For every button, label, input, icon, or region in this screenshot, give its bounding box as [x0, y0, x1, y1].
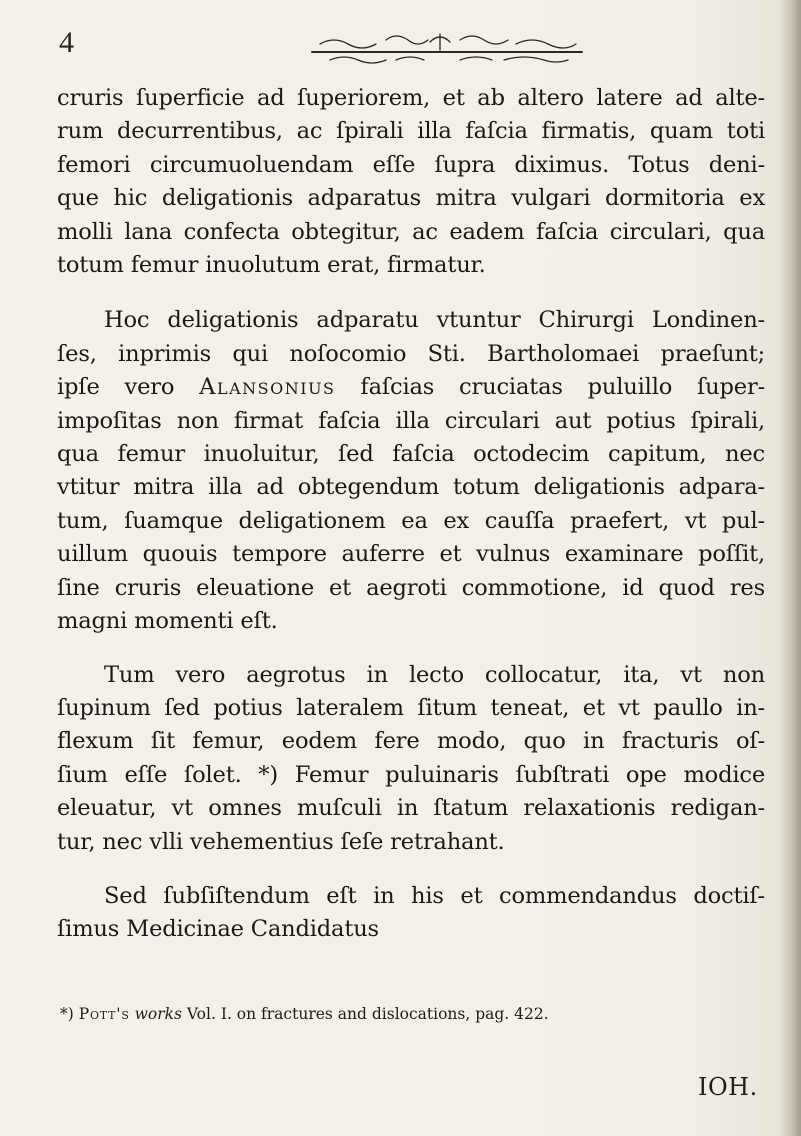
text-line: ſium eſſe ſolet. *) Femur puluinaris ſubſtrati ope modice — [57, 761, 765, 788]
footnote-author: Pott's — [78, 1005, 130, 1023]
text-line: ſimus Medicinae Candidatus — [57, 916, 379, 943]
text-line: eleuatur, vt omnes muſculi in ſtatum relaxationis redigan- — [57, 795, 765, 822]
footnote-reference: Vol. I. on fractures and dislocations, pag. 422. — [186, 1005, 549, 1023]
text-line: cruris ſuperficie ad ſuperiorem, et ab altero latere ad alte- — [57, 85, 765, 111]
page-number: 4 — [59, 26, 74, 59]
text-line: totum femur inuolutum erat, firmatur. — [57, 252, 486, 279]
text-line: Sed ſubſiſtendum eſt in his et commendandus doctiſ- — [104, 882, 765, 909]
catchword: IOH. — [698, 1073, 758, 1101]
footnote — [60, 1005, 549, 1023]
text-line: molli lana confecta obtegitur, ac eadem faſcia circulari, qua — [57, 218, 765, 245]
paragraph — [57, 82, 765, 282]
text-line: qua femur inuoluitur, ſed faſcia octodecim capitum, nec — [57, 441, 765, 468]
text-line: tur, nec vlli vehementius ſeſe retrahant. — [57, 828, 505, 855]
text-line: Tum vero aegrotus in lecto collocatur, ita, vt non — [104, 661, 765, 688]
page-edge — [779, 0, 801, 1136]
paragraph — [57, 880, 765, 947]
text-line: Hoc deligationis adparatu vtuntur Chirurgi Londinen- — [104, 307, 765, 334]
paragraph — [57, 659, 765, 859]
text-line: femori circumuoluendam eſſe ſupra diximus. Totus deni- — [57, 151, 765, 178]
text-line: ſes, inprimis qui noſocomio Sti. Bartholomaei praeſunt; — [57, 340, 765, 367]
text-line: flexum ſit femur, eodem fere modo, quo in fracturis oſ- — [57, 728, 765, 755]
text-line: tum, ſuamque deligationem ea ex cauſſa praefert, vt pul- — [57, 507, 765, 534]
footnote-marker: *) — [60, 1005, 74, 1023]
text-fragment: faſcias cruciatas puluillo ſuper- — [335, 374, 766, 401]
footnote-works: works — [134, 1005, 182, 1023]
text-fragment: ipſe vero — [57, 374, 200, 401]
text-line: ſupinum ſed potius lateralem ſitum teneat, et vt paullo in- — [57, 694, 765, 721]
text-line: ſine cruris eleuatione et aegroti commotione, id quod res — [57, 574, 765, 601]
author-name: Alansonius — [199, 374, 336, 401]
paragraph — [57, 304, 765, 638]
text-line: que hic deligationis adparatus mitra vulgari dormitoria ex — [57, 185, 765, 212]
text-line: magni momenti eſt. — [57, 608, 278, 635]
text-line: impoſitas non firmat faſcia illa circulari aut potius ſpirali, — [57, 407, 765, 434]
text-line: rum decurrentibus, ac ſpirali illa faſcia firmatis, quam toti — [57, 118, 765, 145]
text-line — [57, 371, 765, 404]
decorative-headpiece-icon — [300, 30, 590, 76]
text-line: vtitur mitra illa ad obtegendum totum deligationis adpara- — [57, 474, 765, 501]
main-text — [57, 82, 765, 960]
text-line: uillum quouis tempore auferre et vulnus examinare poſſit, — [57, 541, 765, 568]
